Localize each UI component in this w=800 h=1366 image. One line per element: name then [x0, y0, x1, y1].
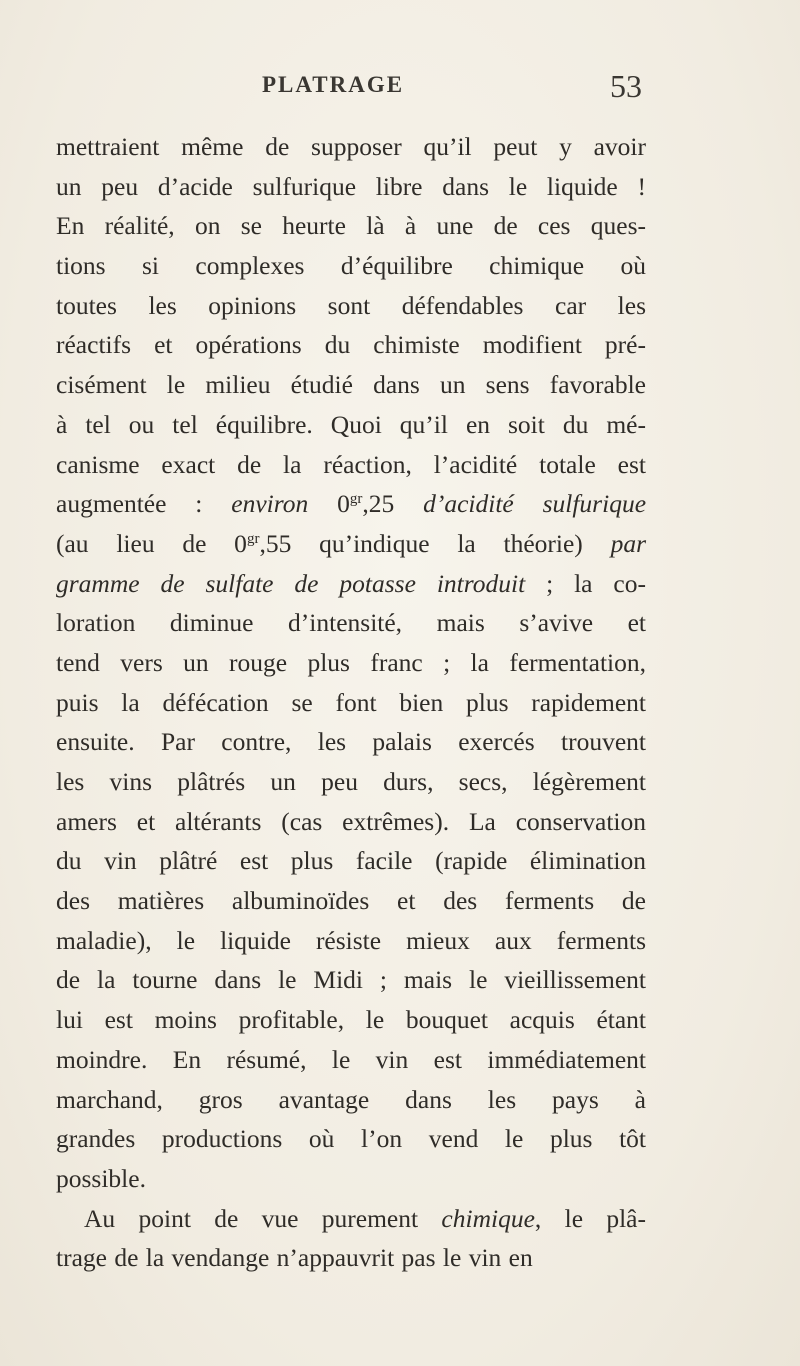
- text-line: [56, 325, 646, 365]
- italic-text: gramme de sulfate de potasse introduit: [56, 568, 526, 598]
- text-line: [56, 841, 646, 881]
- text-segment: des matières albuminoïdes et des ferments de: [56, 886, 646, 916]
- italic-text: d’acidité sulfurique: [423, 489, 647, 519]
- text-line: [56, 1159, 646, 1199]
- text-line: [56, 960, 646, 1000]
- text-segment: grandes productions où l’on vend le plus tôt: [56, 1124, 646, 1154]
- running-head: PLATRAGE: [262, 72, 405, 97]
- text-line: [56, 127, 646, 167]
- text-line: [56, 167, 646, 207]
- text-segment: toutes les opinions sont défendables car les: [56, 290, 646, 320]
- text-line: [56, 445, 646, 485]
- text-segment: un peu d’acide sulfurique libre dans le liquide !: [56, 171, 646, 201]
- text-line: [56, 1238, 646, 1278]
- text-segment: à tel ou tel équilibre. Quoi qu’il en soit du mé-: [56, 409, 646, 439]
- text-line: [56, 246, 646, 286]
- text-segment: En réalité, on se heurte là à une de ces ques-: [56, 211, 646, 241]
- text-segment: augmentée :: [56, 489, 232, 519]
- text-line: [56, 564, 646, 604]
- text-segment: réactifs et opérations du chimiste modifient pré-: [56, 330, 646, 360]
- text-segment: du vin plâtré est plus facile (rapide élimination: [56, 846, 646, 876]
- text-segment: les vins plâtrés un peu durs, secs, légèrement: [56, 767, 646, 796]
- text-line: [56, 603, 646, 643]
- text-line: [56, 1199, 646, 1239]
- text-segment: ,25: [362, 489, 424, 519]
- superscript: gr: [246, 530, 260, 547]
- text-segment: puis la défécation se font bien plus rapidement: [56, 687, 646, 717]
- text-line: [56, 921, 646, 961]
- text-line: [56, 881, 646, 921]
- text-segment: ensuite. Par contre, les palais exercés trouvent: [56, 727, 646, 757]
- text-line: [56, 802, 646, 842]
- text-segment: (au lieu de 0: [56, 528, 247, 558]
- italic-text: environ: [231, 489, 309, 519]
- text-line: [56, 1000, 646, 1040]
- text-segment: cisément le milieu étudié dans un sens favorable: [56, 370, 646, 400]
- text-segment: canisme exact de la réaction, l’acidité totale est: [56, 449, 646, 479]
- text-line: [56, 365, 646, 405]
- text-segment: ,55 qu’indique la théorie): [259, 528, 611, 558]
- text-segment: mettraient même de supposer qu’il peut y avoir: [56, 132, 646, 161]
- text-segment: 0: [308, 489, 350, 519]
- text-line: [56, 683, 646, 723]
- text-line: [56, 762, 646, 802]
- text-segment: amers et altérants (cas extrêmes). La conservation: [56, 806, 646, 836]
- text-segment: de la tourne dans le Midi ; mais le vieillissement: [56, 965, 646, 995]
- text-line: [56, 1040, 646, 1080]
- text-line: [56, 484, 646, 524]
- text-line: [56, 643, 646, 683]
- text-segment: marchand, gros avantage dans les pays à: [56, 1084, 646, 1114]
- paragraph: [56, 1199, 646, 1278]
- text-segment: , le plâ-: [534, 1203, 646, 1233]
- superscript: gr: [349, 491, 363, 508]
- page-number: 53: [610, 68, 642, 104]
- text-line: [56, 1119, 646, 1159]
- text-line: [56, 405, 646, 445]
- page-header: [0, 68, 800, 112]
- text-segment: lui est moins profitable, le bouquet acquis étant: [56, 1005, 646, 1035]
- paragraph: [56, 127, 646, 1199]
- text-line: [56, 722, 646, 762]
- text-segment: Au point de vue purement: [84, 1203, 442, 1233]
- text-segment: ; la co-: [525, 568, 646, 598]
- body-text: [56, 127, 646, 1278]
- text-line: [56, 1080, 646, 1120]
- text-segment: maladie), le liquide résiste mieux aux ferments: [56, 925, 646, 955]
- italic-text: chimique: [441, 1203, 535, 1233]
- italic-text: par: [610, 528, 647, 558]
- text-line: [56, 524, 646, 564]
- text-segment: moindre. En résumé, le vin est immédiatement: [56, 1044, 646, 1074]
- text-segment: tend vers un rouge plus franc ; la fermentation,: [56, 647, 646, 677]
- text-line: [56, 286, 646, 326]
- text-segment: possible.: [56, 1163, 146, 1193]
- text-segment: loration diminue d’intensité, mais s’avive et: [56, 608, 646, 638]
- text-line: [56, 206, 646, 246]
- text-segment: tions si complexes d’équilibre chimique où: [56, 251, 646, 281]
- text-segment: trage de la vendange n’appauvrit pas le vin en: [56, 1243, 533, 1273]
